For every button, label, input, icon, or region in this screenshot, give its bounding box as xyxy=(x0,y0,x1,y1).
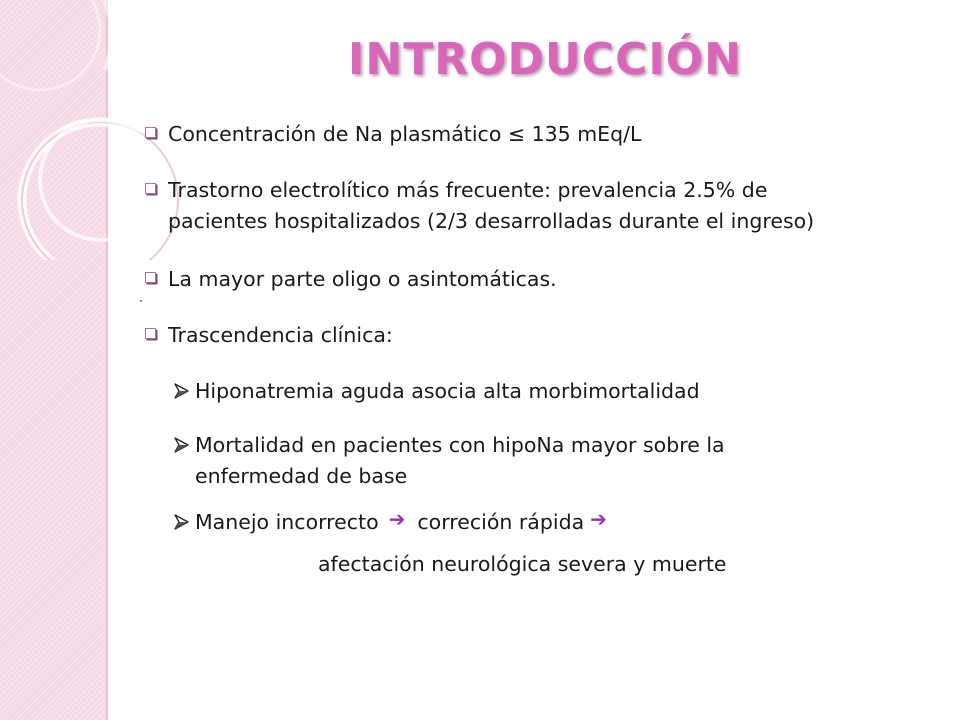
bullet-text-line: pacientes hospitalizados (2/3 desarrolladas durante el ingreso) xyxy=(168,209,815,233)
sub-bullet-text: Hiponatremia aguda asocia alta morbimortalidad xyxy=(195,379,700,403)
decorative-side-strip xyxy=(0,0,108,720)
bullet-3 xyxy=(145,264,557,295)
sub-bullet-3 xyxy=(173,507,607,538)
right-arrow-icon: ➔ xyxy=(590,507,607,531)
stray-dot xyxy=(140,300,142,302)
square-bullet-icon xyxy=(145,328,156,339)
bullet-text xyxy=(168,175,814,237)
sub-bullet-2 xyxy=(173,430,725,492)
sub-bullet-1 xyxy=(173,376,700,407)
bullet-text-line: Trastorno electrolítico más frecuente: prevalencia 2.5% de xyxy=(168,178,768,202)
sub-bullet-text xyxy=(195,430,725,492)
bullet-1 xyxy=(145,119,641,150)
bullet-2 xyxy=(145,175,814,237)
square-bullet-icon xyxy=(145,183,156,194)
sub-bullet-text-line: enfermedad de base xyxy=(195,464,408,488)
sub-bullet-continuation: afectación neurológica severa y muerte xyxy=(318,552,727,576)
sub-bullet-text-line: Mortalidad en pacientes con hipoNa mayor sobre la xyxy=(195,433,725,457)
arrow-bullet-icon xyxy=(173,383,189,399)
bullet-text: Trascendencia clínica: xyxy=(168,323,393,347)
right-arrow-icon: ➔ xyxy=(388,507,406,531)
sub-bullet-text: correción rápida xyxy=(417,510,585,534)
square-bullet-icon xyxy=(145,127,156,138)
bullet-text: Concentración de Na plasmático ≤ 135 mEq/L xyxy=(168,122,642,146)
arrow-bullet-icon xyxy=(173,514,189,530)
bullet-text: La mayor parte oligo o asintomáticas. xyxy=(168,267,557,291)
arrow-bullet-icon xyxy=(173,437,189,453)
slide-title: INTRODUCCIÓN xyxy=(348,34,742,85)
bullet-4 xyxy=(145,320,393,351)
square-bullet-icon xyxy=(145,272,156,283)
sub-bullet-text: Manejo incorrecto xyxy=(195,510,379,534)
